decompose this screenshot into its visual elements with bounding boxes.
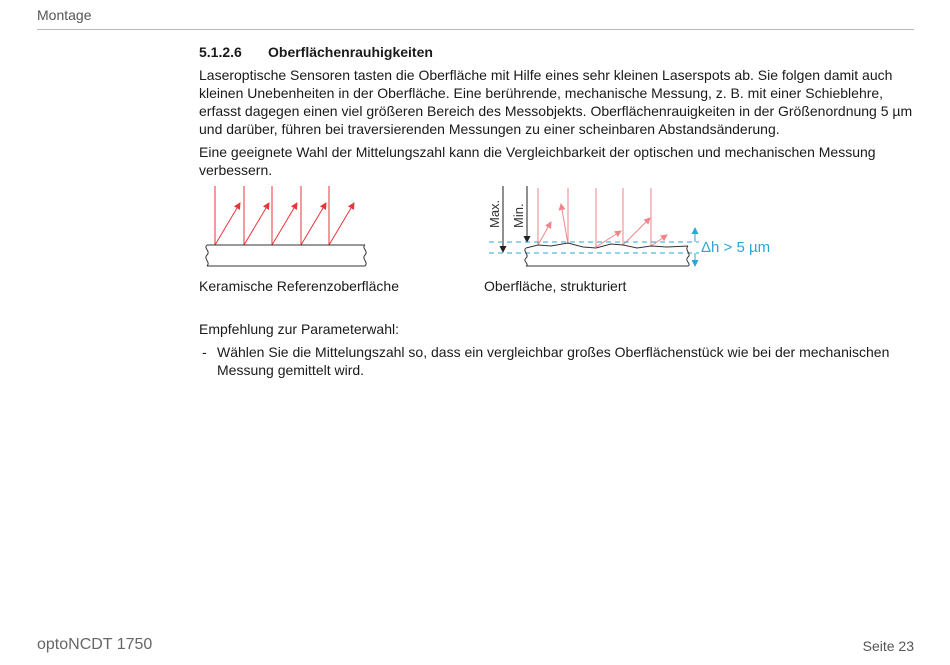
reflected-beam (244, 203, 269, 245)
laser-beams (538, 188, 667, 247)
recommendation-list (199, 343, 915, 379)
reflected-beam (272, 203, 297, 245)
ceramic-block (206, 245, 366, 266)
figures-row (199, 184, 915, 316)
reflected-beam (215, 203, 240, 245)
page-content (199, 43, 915, 379)
list-bullet: - (202, 344, 207, 360)
body-paragraph: Laseroptische Sensoren tasten die Oberfläche mit Hilfe eines sehr kleinen Laserspots ab. Sie folgen damit auch kleinen Unebenheiten in der Oberfläche. Eine berührende, mechanische Messung, z. B. mit einer Schieblehre, erfasst dagegen einen viel größeren Bereich des Messobjekts. Oberflächenrauigkeiten in der Größenordnung 5 µm und darüber, führen bei traversierenden Messungen zu einer scheinbaren Abstandsänderung. (199, 67, 913, 137)
figure-structured-surface (481, 184, 781, 276)
caption-ceramic: Keramische Referenzoberfläche (199, 278, 399, 294)
structured-block (525, 243, 689, 266)
footer-product-name: optoNCDT 1750 (37, 636, 153, 653)
list-item-text: Wählen Sie die Mittelungszahl so, dass ein vergleichbar großes Oberflächenstück wie bei der mechanischen Messung gemittelt wird. (217, 344, 890, 378)
ceramic-surface-diagram (199, 184, 379, 276)
header-divider (37, 29, 914, 30)
min-label: Min. (511, 203, 526, 228)
figure-ceramic-reference (199, 184, 379, 276)
section-number: 5.1.2.6 (199, 44, 242, 60)
section-title: Oberflächenrauhigkeiten (268, 44, 433, 60)
structured-surface-diagram (481, 184, 781, 276)
reflected-beam (329, 203, 354, 245)
caption-structured: Oberfläche, strukturiert (484, 278, 627, 294)
body-paragraph: Eine geeignete Wahl der Mittelungszahl kann die Vergleichbarkeit der optischen und mechanischen Messung verbessern. (199, 144, 876, 178)
list-item (199, 343, 915, 379)
max-label: Max. (487, 199, 502, 228)
footer-page-number: Seite 23 (862, 638, 914, 654)
recommendation-heading: Empfehlung zur Parameterwahl: (199, 321, 399, 337)
reflected-beam (301, 203, 326, 245)
delta-h-label: Δh > 5 µm (701, 239, 771, 256)
section-heading (199, 43, 915, 61)
header-section-label: Montage (37, 7, 92, 23)
